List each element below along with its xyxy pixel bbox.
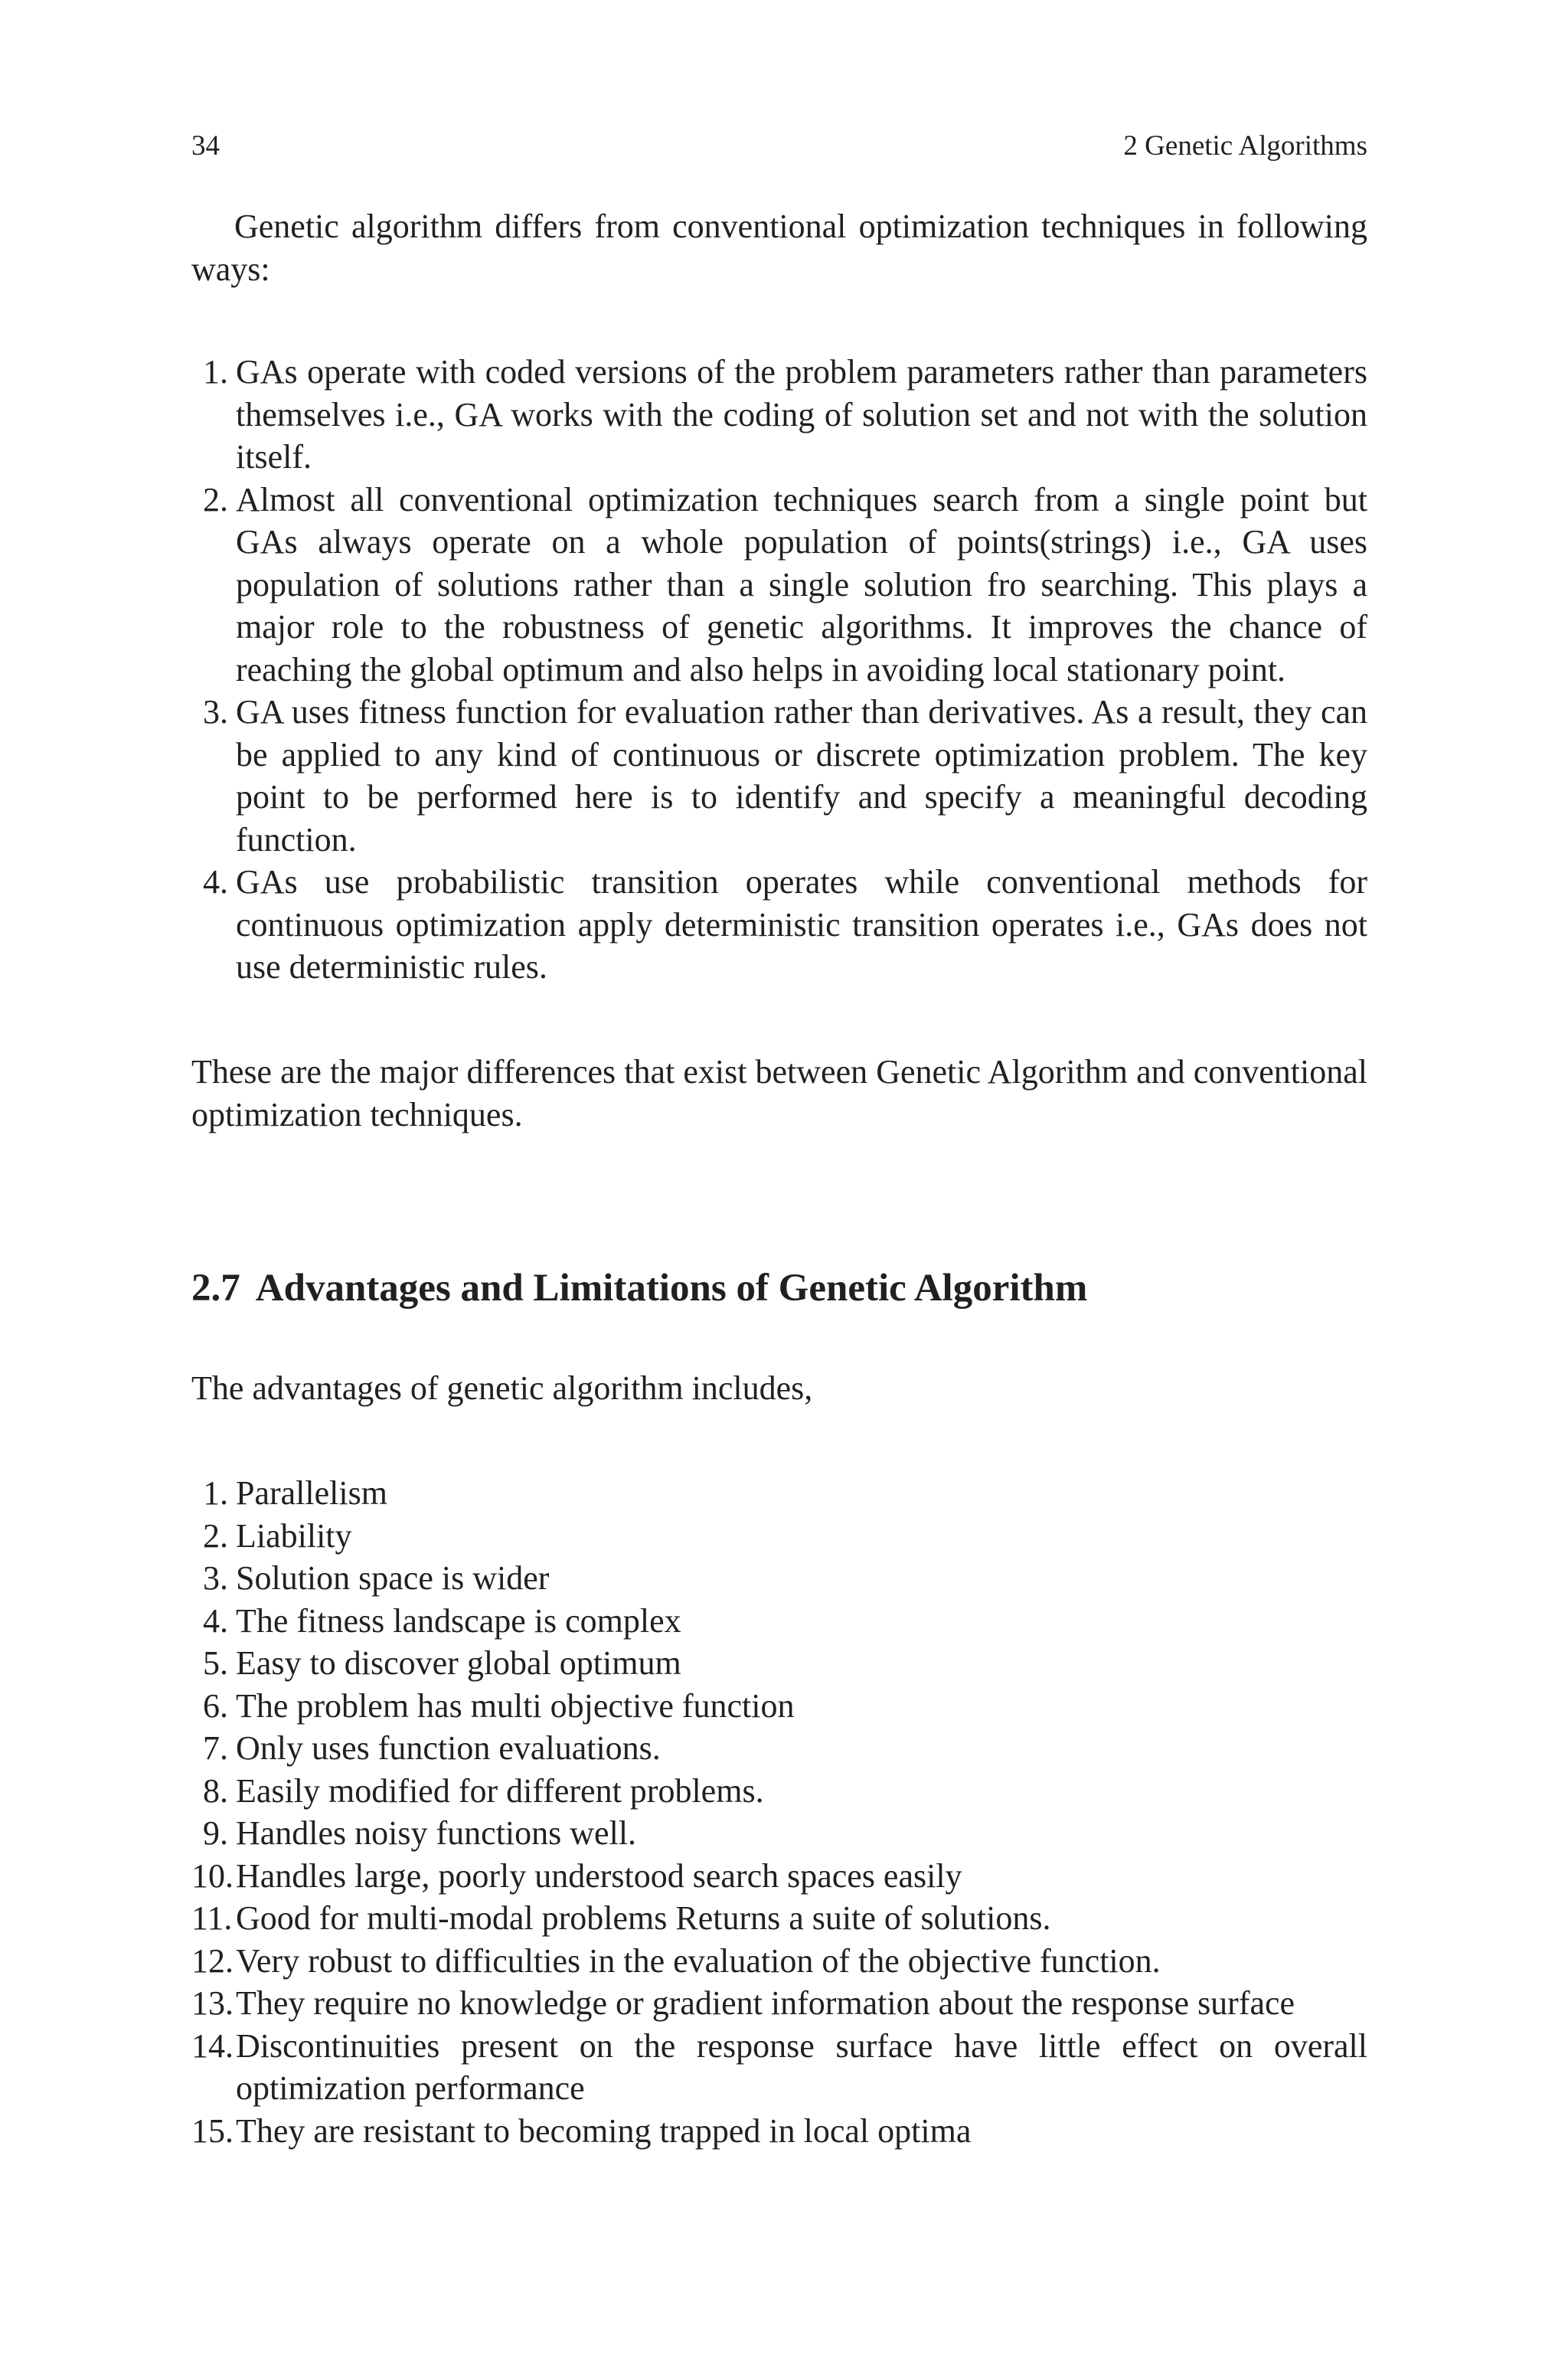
- list-item-text: GAs operate with coded versions of the problem parameters rather than parameters themselves i.e., GA works with the coding of solution set and not with the solution itself.: [236, 353, 1367, 476]
- list-item: [191, 1600, 1367, 1643]
- list-item: [191, 1642, 1367, 1685]
- list-item-text: Only uses function evaluations.: [236, 1729, 661, 1767]
- list-item-number: 13.: [191, 1984, 234, 2022]
- list-item: [191, 1472, 1367, 1515]
- list-item: [191, 691, 1367, 861]
- intro-paragraph: Genetic algorithm differs from conventional optimization techniques in following ways:: [191, 208, 1367, 288]
- list-item: [191, 1770, 1367, 1813]
- conclusion-paragraph: These are the major differences that exist between Genetic Algorithm and conventional optimization techniques.: [191, 1053, 1367, 1133]
- list-item: [191, 861, 1367, 989]
- list-item-number: 2.: [203, 1516, 228, 1555]
- list-item-text: The fitness landscape is complex: [236, 1601, 681, 1640]
- list-item-number: 10.: [191, 1856, 234, 1895]
- list-item: [191, 2110, 1367, 2153]
- list-item: [191, 479, 1367, 692]
- list-item-text: Liability: [236, 1516, 352, 1555]
- list-item: [191, 1982, 1367, 2025]
- list-item: [191, 1812, 1367, 1855]
- list-item-text: Parallelism: [236, 1474, 387, 1512]
- list-item-number: 11.: [191, 1899, 233, 1937]
- page-header: [191, 127, 1367, 165]
- list-item-number: 1.: [203, 353, 228, 391]
- list-item: [191, 1515, 1367, 1558]
- list-item-text: Good for multi-modal problems Returns a suite of solutions.: [236, 1899, 1051, 1937]
- list-item-number: 1.: [203, 1474, 228, 1512]
- list-item-text: They require no knowledge or gradient information about the response surface: [236, 1984, 1295, 2022]
- advantages-intro-paragraph: The advantages of genetic algorithm includes,: [191, 1369, 813, 1407]
- list-item-number: 15.: [191, 2111, 234, 2150]
- list-item-text: Handles noisy functions well.: [236, 1814, 637, 1852]
- list-item-text: Easily modified for different problems.: [236, 1771, 764, 1810]
- list-item-number: 14.: [191, 2026, 234, 2065]
- differences-list: [191, 351, 1367, 989]
- list-item: [191, 1557, 1367, 1600]
- list-item: [191, 351, 1367, 479]
- list-item-text: GAs use probabilistic transition operates while conventional methods for continuous optimization apply deterministic transition operates i.e., GAs does not use deterministic rules.: [236, 863, 1367, 986]
- list-item: [191, 1940, 1367, 1983]
- list-item-number: 7.: [203, 1729, 228, 1767]
- list-item: [191, 1727, 1367, 1770]
- list-item: [191, 2025, 1367, 2110]
- list-item-number: 3.: [203, 693, 228, 731]
- section-title: Advantages and Limitations of Genetic Algorithm: [255, 1267, 1088, 1310]
- advantages-list: [191, 1472, 1367, 2152]
- list-item: [191, 1855, 1367, 1898]
- list-item-text: Discontinuities present on the response surface have little effect on overall optimization performance: [236, 2026, 1367, 2107]
- list-item-number: 6.: [203, 1686, 228, 1725]
- list-item-number: 9.: [203, 1814, 228, 1852]
- list-item: [191, 1897, 1367, 1940]
- list-item-number: 4.: [203, 863, 228, 901]
- section-heading: [191, 1264, 1367, 1313]
- list-item-text: They are resistant to becoming trapped in local optima: [236, 2111, 972, 2150]
- list-item-number: 5.: [203, 1644, 228, 1682]
- list-item-number: 8.: [203, 1771, 228, 1810]
- list-item-text: Almost all conventional optimization techniques search from a single point but GAs always operate on a whole population of points(strings) i.e., GA uses population of solutions rather than a single solution fro searching. This plays a major role to the robustness of genetic algorithms. It improves the chance of reaching the global optimum and also helps in avoiding local stationary point.: [236, 480, 1367, 688]
- list-item-text: Handles large, poorly understood search spaces easily: [236, 1856, 962, 1895]
- list-item-number: 12.: [191, 1941, 234, 1980]
- running-title: 2 Genetic Algorithms: [1123, 130, 1367, 162]
- list-item-number: 3.: [203, 1559, 228, 1597]
- list-item: [191, 1685, 1367, 1728]
- page-number: 34: [191, 130, 220, 162]
- list-item-text: The problem has multi objective function: [236, 1686, 795, 1725]
- list-item-text: GA uses fitness function for evaluation rather than derivatives. As a result, they can be applied to any kind of continuous or discrete optimization problem. The key point to be performed here is to identify and specify a meaningful decoding function.: [236, 693, 1367, 859]
- section-number: 2.7: [191, 1267, 240, 1310]
- list-item-text: Very robust to difficulties in the evaluation of the objective function.: [236, 1941, 1161, 1980]
- list-item-number: 2.: [203, 480, 228, 518]
- list-item-number: 4.: [203, 1601, 228, 1640]
- list-item-text: Solution space is wider: [236, 1559, 550, 1597]
- list-item-text: Easy to discover global optimum: [236, 1644, 681, 1682]
